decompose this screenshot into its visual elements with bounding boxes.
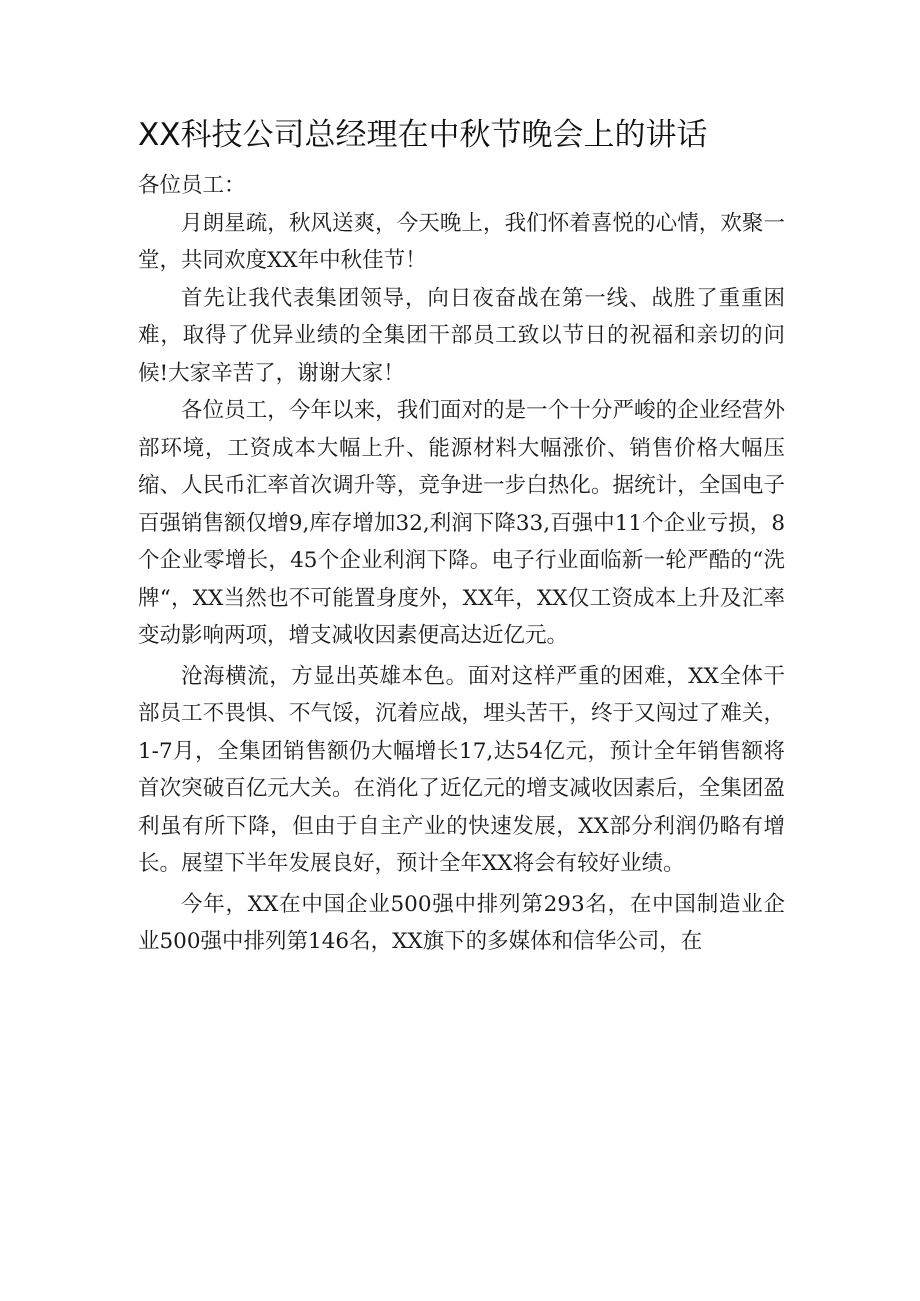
document-body	[138, 167, 785, 961]
salutation: 各位员工：	[138, 173, 246, 198]
paragraph-environment: 各位员工，今年以来，我们面对的是一个十分严峻的企业经营外部环境，工资成本大幅上升、能源材料大幅涨价、销售价格大幅压缩、人民币汇率首次调升等，竞争进一步白热化。据统计，全国电子百强销售额仅增9,库存增加32,利润下降33,百强中11个企业亏损，8个企业零增长，45个企业利润下降。电子行业面临新一轮严酷的“洗牌“，XX当然也不可能置身度外，XX年，XX仅工资成本上升及汇率变动影响两项，增支减收因素便高达近亿元。	[138, 398, 785, 648]
paragraph-achievements: 沧海横流，方显出英雄本色。面对这样严重的困难，XX全体干部员工不畏惧、不气馁，沉着应战，埋头苦干，终于又闯过了难关，1-7月，全集团销售额仍大幅增长17,达54亿元，预计全年销售额将首次突破百亿元大关。在消化了近亿元的增支减收因素后，全集团盈利虽有所下降，但由于自主产业的快速发展，XX部分利润仍略有增长。展望下半年发展良好，预计全年XX将会有较好业绩。	[138, 663, 785, 876]
paragraph-thanks: 首先让我代表集团领导，向日夜奋战在第一线、战胜了重重困难，取得了优异业绩的全集团干部员工致以节日的祝福和亲切的问候!大家辛苦了，谢谢大家！	[138, 285, 785, 386]
paragraph-greeting: 月朗星疏，秋风送爽，今天晚上，我们怀着喜悦的心情，欢聚一堂，共同欢度XX年中秋佳节！	[138, 210, 785, 273]
document-title: XX科技公司总经理在中秋节晚会上的讲话	[138, 117, 708, 153]
paragraph-rankings: 今年，XX在中国企业500强中排列第293名，在中国制造业企业500强中排列第146名，XX旗下的多媒体和信华公司，在	[138, 891, 785, 954]
